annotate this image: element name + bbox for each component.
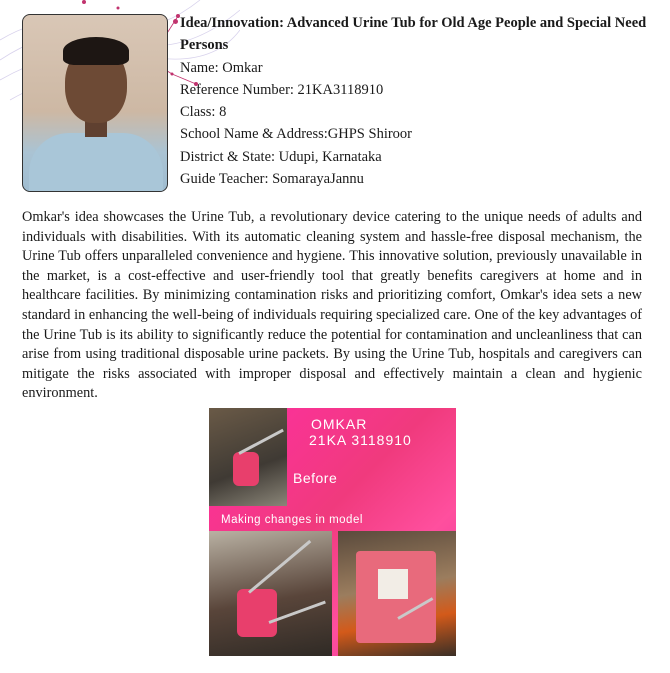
modified-photo-1 — [209, 531, 332, 656]
photo-hair — [63, 37, 129, 65]
before-photo — [209, 408, 287, 506]
reference-number: Reference Number: 21KA3118910 — [180, 81, 384, 98]
tub-shape — [237, 589, 277, 637]
guide-teacher: Guide Teacher: SomarayaJannu — [180, 171, 364, 188]
rod-shape — [248, 540, 311, 594]
changes-label: Making changes in model — [221, 514, 363, 526]
tub-shape — [233, 452, 259, 486]
school-name: School Name & Address:GHPS Shiroor — [180, 126, 412, 143]
rod-shape — [268, 601, 325, 624]
student-photo — [22, 14, 168, 192]
model-photo-collage — [209, 408, 456, 656]
collage-name: OMKAR — [311, 416, 368, 432]
modified-photo-2 — [338, 531, 456, 656]
collage-reference: 21KA 3118910 — [309, 432, 412, 448]
district-state: District & State: Udupi, Karnataka — [180, 148, 382, 165]
photo-shirt — [29, 133, 163, 192]
student-info — [180, 12, 655, 190]
before-label: Before — [293, 470, 338, 486]
idea-title: Idea/Innovation: Advanced Urine Tub for Old Age People and Special Need Persons — [180, 15, 647, 54]
idea-description: Omkar's idea showcases the Urine Tub, a revolutionary device catering to the unique needs of adults and individuals with disabilities. With its automatic cleaning system and hassle-free disposal mechanism, the Urine Tub offers unparalleled convenience and hygiene. This innovative solution, previously unavailable in the market, is a cost-effective and user-friendly tool that greatly benefits caregivers at home and in healthcare facilities. By minimizing contamination risks and prioritizing comfort, Omkar's idea sets a new standard in enhancing the well-being of individuals requiring specialized care. One of the key advantages of the Urine Tub is its ability to significantly reduce the potential for contamination and uncleanliness that can arise from using traditional disposable urine packets. By using the Urine Tub, hospitals and caregivers can mitigate the risks associated with improper disposal and effectively maintain a clean and hygienic environment. — [22, 209, 642, 402]
rod-shape — [238, 429, 284, 455]
student-class: Class: 8 — [180, 104, 227, 121]
student-name: Name: Omkar — [180, 59, 263, 76]
control-panel-shape — [378, 569, 408, 599]
title-bullet-icon — [173, 19, 178, 24]
